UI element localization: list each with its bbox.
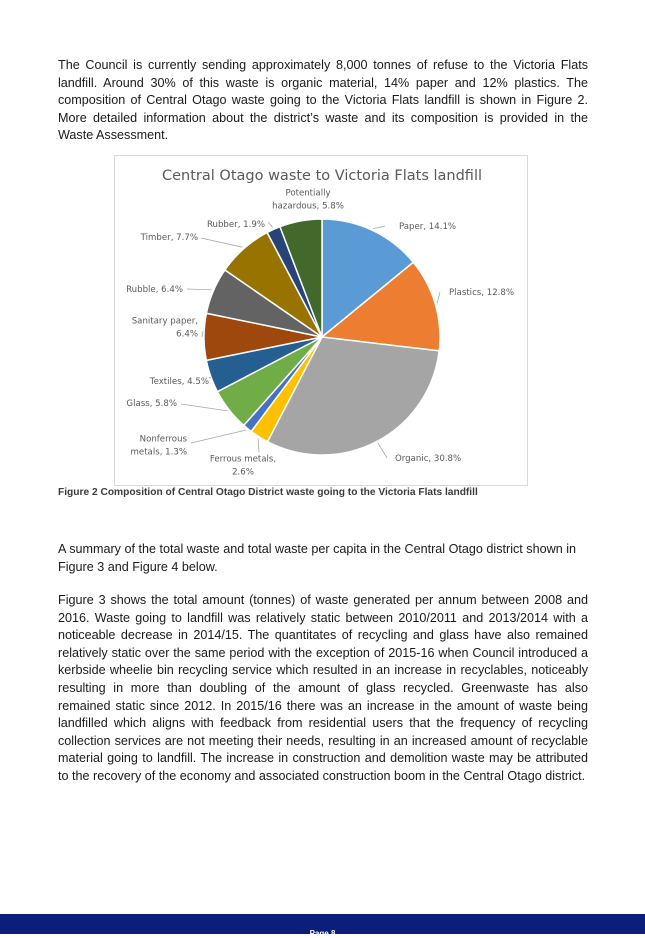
slice-label-paper: Paper, 14.1% xyxy=(399,222,457,232)
leader-line xyxy=(258,439,259,452)
slice-label-rubble: Rubble, 6.4% xyxy=(126,285,183,295)
slice-label-timber: Timber, 7.7% xyxy=(140,233,198,243)
page-footer xyxy=(0,914,645,938)
summary-paragraph: A summary of the total waste and total waste per capita in the Central Otago district shown in Figure 3 and Figure 4 below. xyxy=(58,542,577,574)
pie-chart xyxy=(115,156,529,487)
leader-line xyxy=(268,222,273,228)
slice-label-organic: Organic, 30.8% xyxy=(395,454,462,464)
slice-label-sanitary-paper: Sanitary paper, 6.4% xyxy=(131,316,198,340)
intro-paragraph: The Council is currently sending approximately 8,000 tonnes of refuse to the Victoria Flats landfill. Around 30% of this waste is organic material, 14% paper and 12% plastics. The composition of Central Otago waste going to the Victoria Flats landfill is shown in Figure 2. More detailed information about the district’s waste and its composition is provided in the Waste Assessment. xyxy=(58,58,588,143)
pie-chart-figure xyxy=(114,155,528,486)
leader-line xyxy=(191,430,246,443)
leader-line xyxy=(202,331,203,337)
slice-label-textiles: Textiles, 4.5% xyxy=(149,377,209,387)
slice-label-potentially-hazardous: Potentially hazardous, 5.8% xyxy=(272,188,344,212)
leader-line xyxy=(181,404,228,411)
slice-label-rubber: Rubber, 1.9% xyxy=(206,220,265,230)
chart-title: Central Otago waste to Victoria Flats landfill xyxy=(162,168,482,184)
figure3-paragraph: Figure 3 shows the total amount (tonnes) of waste generated per annum between 2008 and 2016. Waste going to landfill was relatively static between 2010/2011 and 2013/2014 with a noticeable decrease in 2014/15. The quantitates of recycling and glass have also remained relatively static over the same period with the exception of 2015-16 when Council introduced a kerbside wheelie bin recycling service which resulted in an increase in recyclables, noticeably resulting in more than doubling of the amount of glass recycled. Greenwaste has also remained static since 2012. In 2015/16 there was an increase in the amount of waste being landfilled which aligns with feedback from residential users that the frequency of recycling collection services are not meeting their needs, resulting in an increased amount of recyclable material going to landfill. The increase in construction and demolition waste may be attributed to the recovery of the economy and associated construction boom in the Central Otago district. xyxy=(58,593,588,783)
figure-caption: Figure 2 Composition of Central Otago District waste going to the Victoria Flats landfill xyxy=(58,487,478,498)
slice-label-nonferrous-metals: Nonferrous metals, 1.3% xyxy=(130,434,187,458)
leader-line xyxy=(373,226,385,229)
leader-line xyxy=(187,289,212,290)
leader-line xyxy=(378,443,387,458)
slice-label-ferrous-metals: Ferrous metals, 2.6% xyxy=(209,454,277,478)
slice-label-glass: Glass, 5.8% xyxy=(126,399,177,409)
page-number: Page 8 xyxy=(309,929,336,938)
slice-label-plastics: Plastics, 12.8% xyxy=(449,288,515,298)
leader-line xyxy=(201,238,242,247)
leader-line xyxy=(437,292,440,303)
